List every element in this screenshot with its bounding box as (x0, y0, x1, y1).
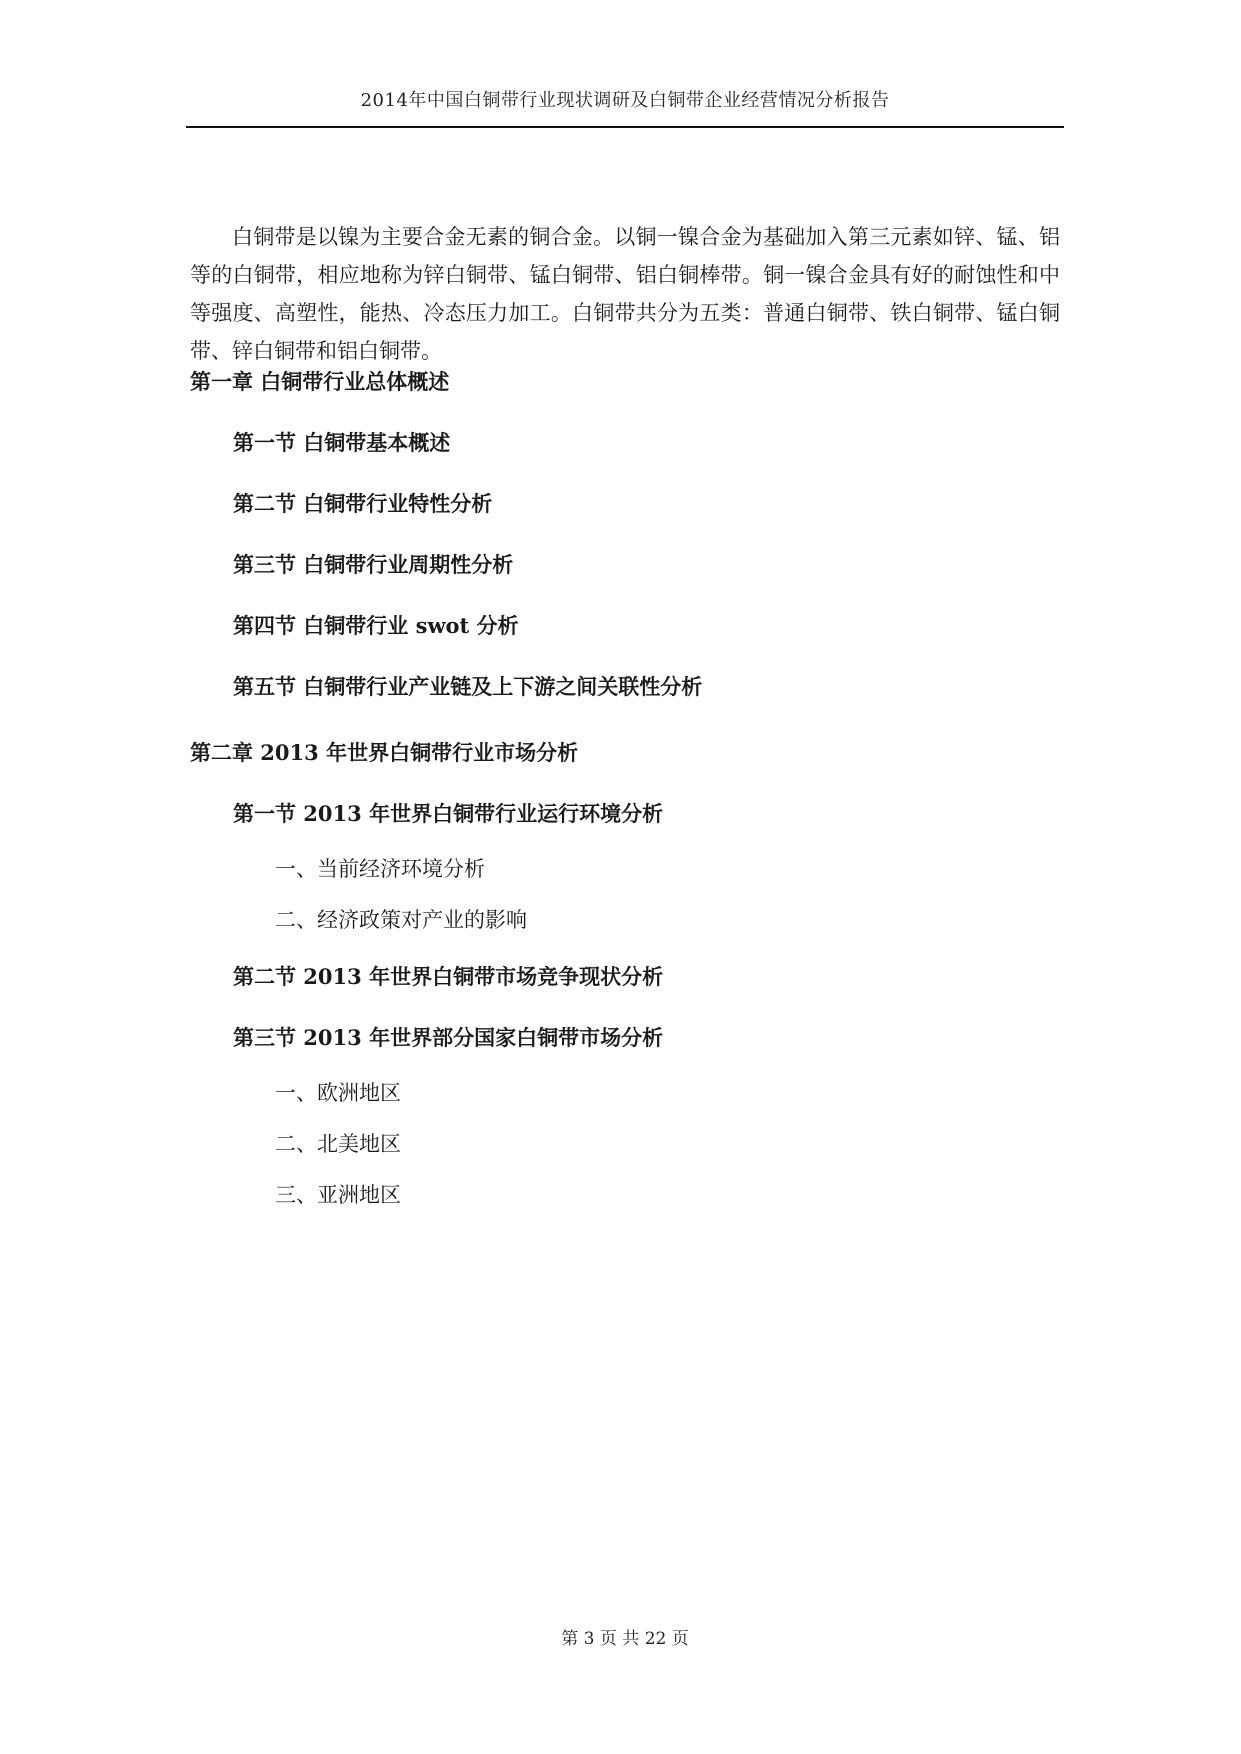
toc-subitem-2-3-1: 一、欧洲地区 (275, 1081, 401, 1105)
toc-section-1-3: 第三节 白铜带行业周期性分析 (233, 552, 514, 577)
toc-chapter-1: 第一章 白铜带行业总体概述 (190, 369, 450, 394)
toc-section-2-1: 第一节 2013 年世界白铜带行业运行环境分析 (233, 801, 664, 826)
toc-section-1-1: 第一节 白铜带基本概述 (233, 430, 451, 455)
toc-section-2-3: 第三节 2013 年世界部分国家白铜带市场分析 (233, 1025, 664, 1050)
intro-paragraph: 白铜带是以镍为主要合金无素的铜合金。以铜一镍合金为基础加入第三元素如锌、锰、铝等的白铜带，相应地称为锌白铜带、锰白铜带、铝白铜棒带。铜一镍合金具有好的耐蚀性和中等强度、高塑性，能热、冷态压力加工。白铜带共分为五类：普通白铜带、铁白铜带、锰白铜带、锌白铜带和铝白铜带。 (190, 225, 1060, 363)
toc-section-2-2: 第二节 2013 年世界白铜带市场竞争现状分析 (233, 964, 664, 989)
toc-subitem-2-3-3: 三、亚洲地区 (275, 1183, 401, 1207)
toc-section-1-4: 第四节 白铜带行业 swot 分析 (233, 613, 519, 638)
header-divider (186, 126, 1064, 128)
page-number-footer: 第 3 页 共 22 页 (561, 1629, 689, 1649)
toc-chapter-2: 第二章 2013 年世界白铜带行业市场分析 (190, 740, 579, 765)
page-header-title: 2014年中国白铜带行业现状调研及白铜带企业经营情况分析报告 (360, 90, 890, 111)
toc-subitem-2-3-2: 二、北美地区 (275, 1132, 401, 1156)
toc-subitem-2-1-1: 一、当前经济环境分析 (275, 857, 485, 881)
toc-section-1-5: 第五节 白铜带行业产业链及上下游之间关联性分析 (233, 674, 703, 699)
toc-subitem-2-1-2: 二、经济政策对产业的影响 (275, 908, 527, 932)
toc-section-1-2: 第二节 白铜带行业特性分析 (233, 491, 493, 516)
